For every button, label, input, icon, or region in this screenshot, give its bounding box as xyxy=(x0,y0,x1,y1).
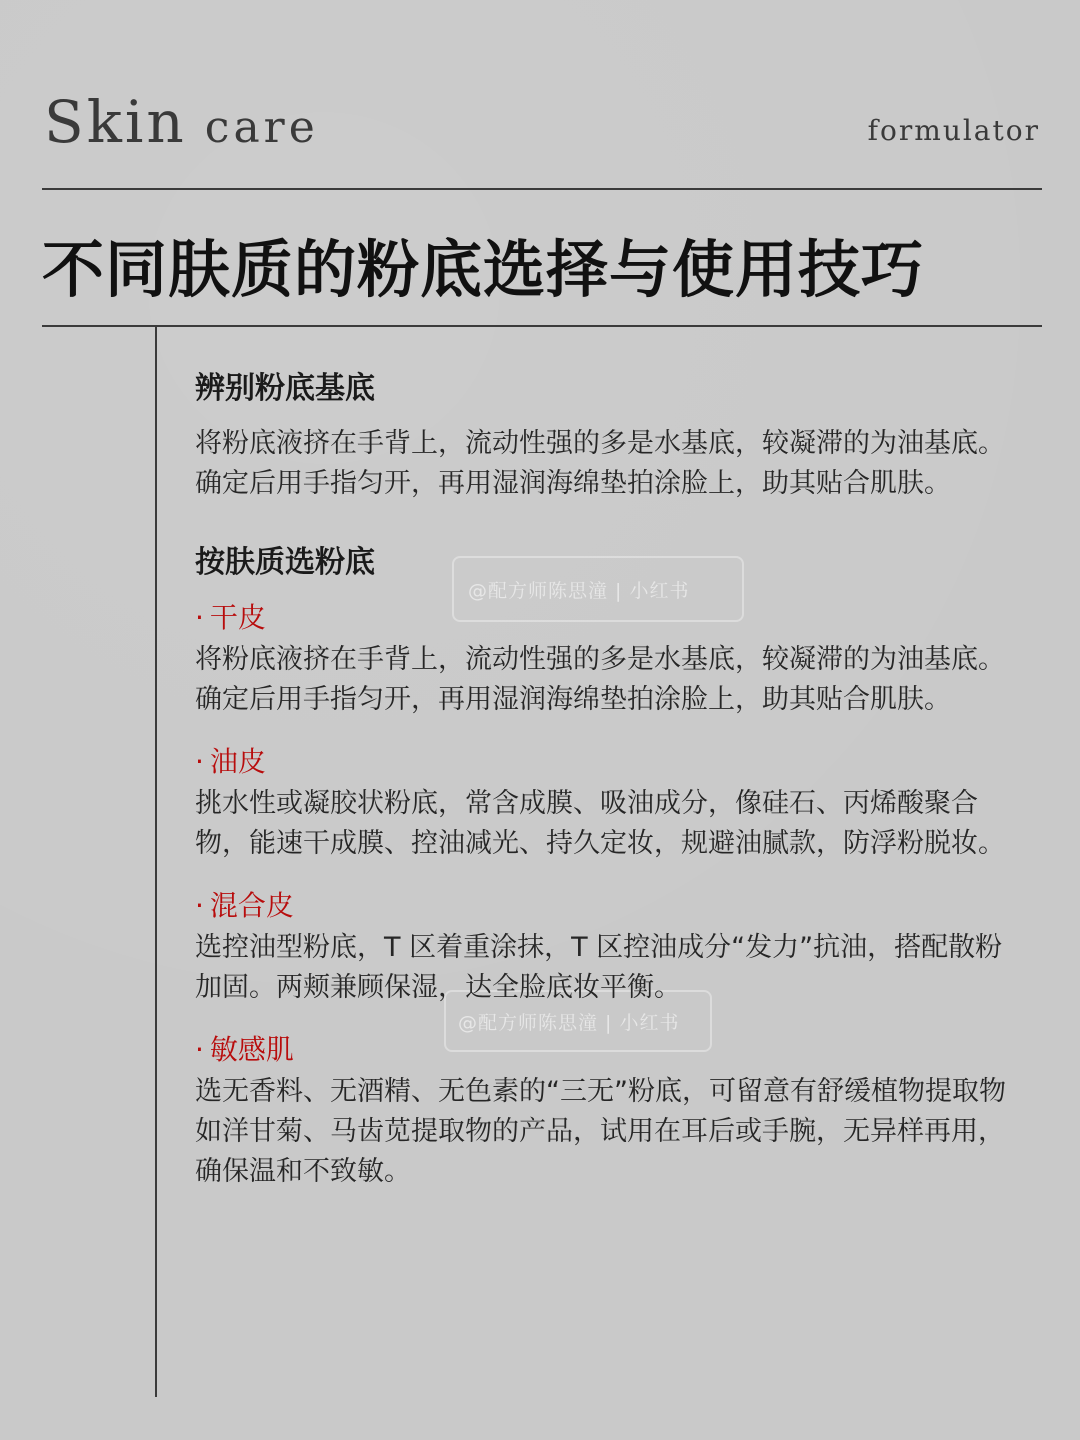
brand-care-text: care xyxy=(204,102,319,153)
watermark: @配方师陈思潼 | 小红书 xyxy=(468,580,690,602)
subheading-sensitive-skin xyxy=(195,1030,1025,1070)
subheading-label: 干皮 xyxy=(209,601,266,634)
subheading-label: 敏感肌 xyxy=(209,1033,294,1066)
subheading-label: 油皮 xyxy=(209,745,266,778)
bullet-dot: · xyxy=(195,745,204,778)
text-combination-skin: 选控油型粉底，T 区着重涂抹，T 区控油成分“发力”抗油，搭配散粉加固。两颊兼顾保湿，达全脸底妆平衡。 xyxy=(195,932,1003,1003)
content-body xyxy=(195,368,1025,1192)
subheading-label: 混合皮 xyxy=(209,889,294,922)
section-heading-base: 辨别粉底基底 xyxy=(195,371,375,406)
section-text-base: 将粉底液挤在手背上，流动性强的多是水基底，较凝滞的为油基底。确定后用手指匀开，再用湿润海绵垫拍涂脸上，助其贴合肌肤。 xyxy=(195,428,1005,499)
bullet-dot: · xyxy=(195,601,204,634)
watermark: @配方师陈思潼 | 小红书 xyxy=(458,1012,680,1034)
brand-skin-text: Skin xyxy=(44,88,187,156)
page-title: 不同肤质的粉底选择与使用技巧 xyxy=(42,233,925,306)
subheading-combination-skin xyxy=(195,886,1025,926)
text-dry-skin: 将粉底液挤在手背上，流动性强的多是水基底，较凝滞的为油基底。确定后用手指匀开，再用湿润海绵垫拍涂脸上，助其贴合肌肤。 xyxy=(195,644,1005,715)
section-heading-skin-type: 按肤质选粉底 xyxy=(195,545,375,580)
top-divider xyxy=(42,188,1042,190)
subheading-dry-skin xyxy=(195,598,1025,638)
bullet-dot: · xyxy=(195,889,204,922)
vertical-divider xyxy=(155,325,157,1397)
brand-formulator-text: formulator xyxy=(867,114,1040,147)
subheading-oily-skin xyxy=(195,742,1025,782)
text-oily-skin: 挑水性或凝胶状粉底，常含成膜、吸油成分，像硅石、丙烯酸聚合物，能速干成膜、控油减光、持久定妆，规避油腻款，防浮粉脱妆。 xyxy=(195,788,1005,859)
bullet-dot: · xyxy=(195,1033,204,1066)
title-divider xyxy=(42,325,1042,327)
text-sensitive-skin: 选无香料、无酒精、无色素的“三无”粉底，可留意有舒缓植物提取物如洋甘菊、马齿苋提取物的产品，试用在耳后或手腕，无异样再用，确保温和不致敏。 xyxy=(195,1076,1006,1187)
brand-logo xyxy=(44,88,319,156)
